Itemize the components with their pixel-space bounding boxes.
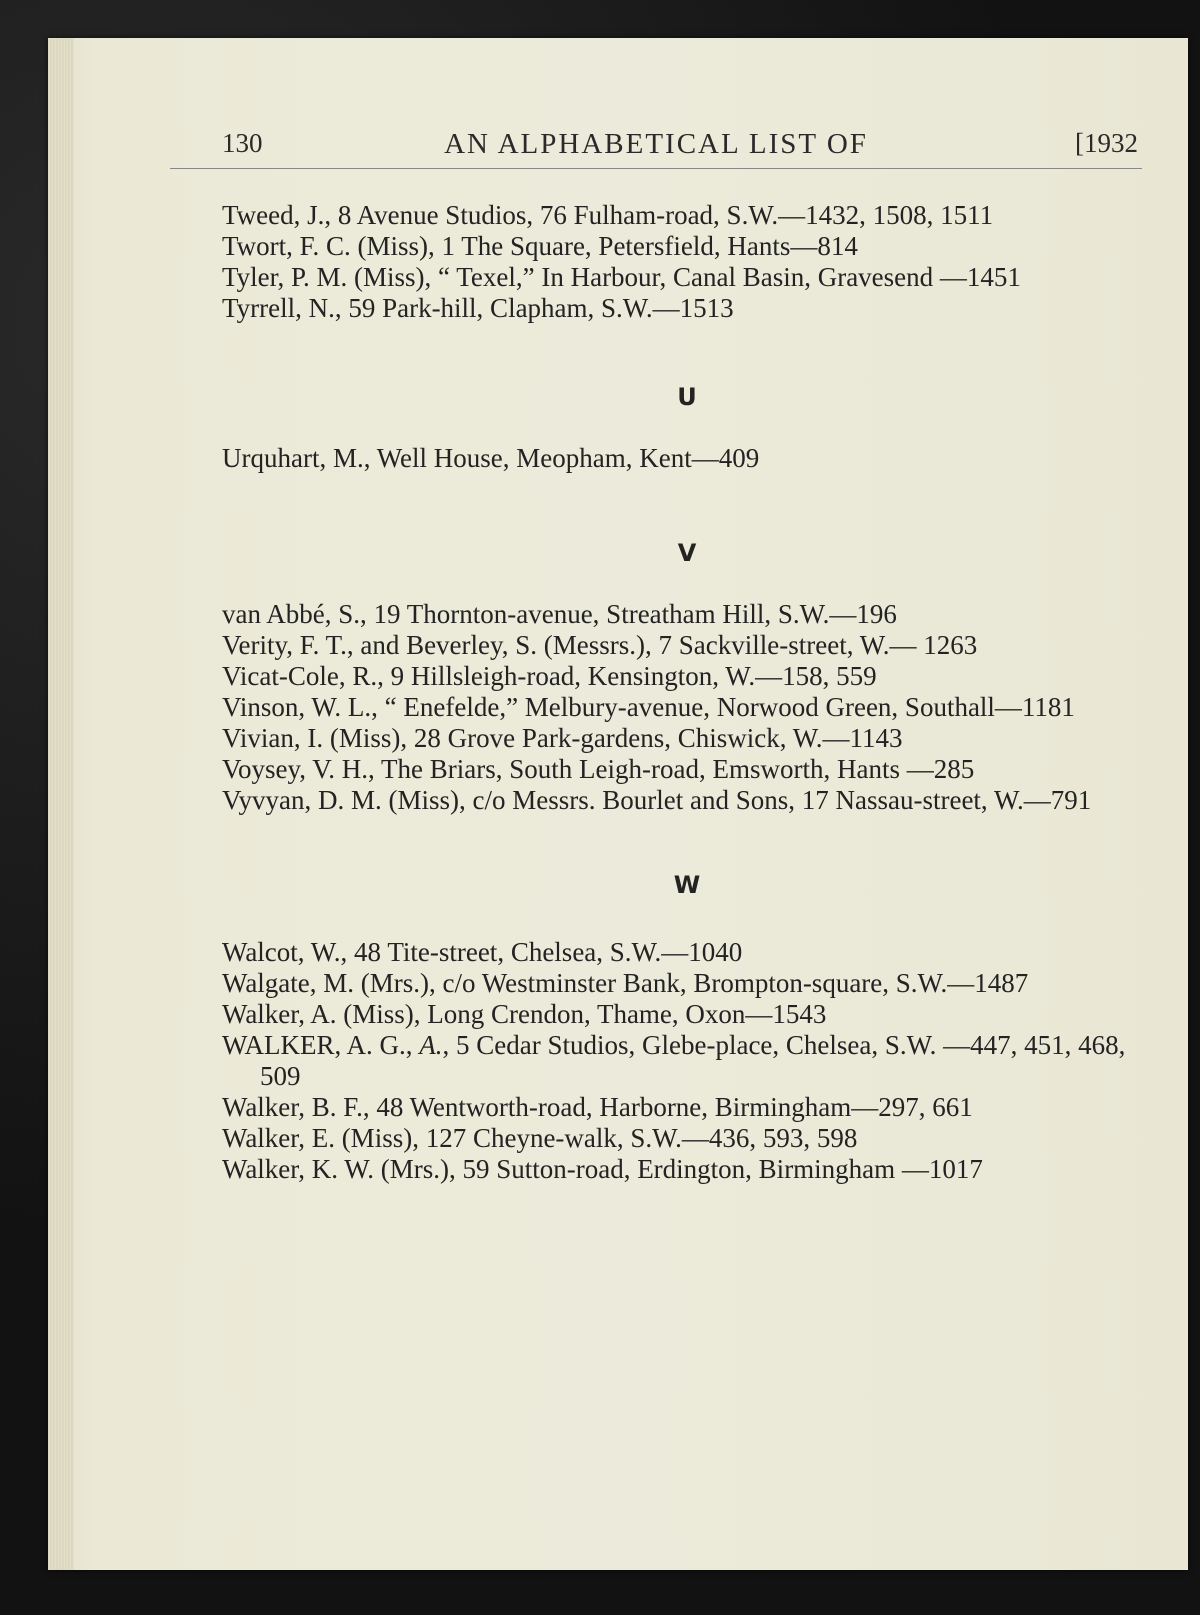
list-entry: Vivian, I. (Miss), 28 Grove Park-gardens, Chiswick, W.—1143	[222, 723, 903, 753]
page-number: 130	[222, 128, 263, 158]
list-entry: Voysey, V. H., The Briars, South Leigh-road, Emsworth, Hants —285	[222, 754, 975, 784]
section-heading-v: V	[677, 539, 697, 567]
entry-honour: A.	[419, 1030, 443, 1060]
directory-list	[222, 200, 1162, 1185]
entry-details: , 5 Cedar Studios, Glebe-place, Chelsea, S.W. —447, 451, 468, 509	[260, 1030, 1126, 1091]
running-header	[170, 118, 1142, 169]
list-entry: Walker, B. F., 48 Wentworth-road, Harborne, Birmingham—297, 661	[222, 1092, 973, 1122]
list-entry: Verity, F. T., and Beverley, S. (Messrs.), 7 Sackville-street, W.— 1263	[222, 630, 978, 660]
list-entry: Vyvyan, D. M. (Miss), c/o Messrs. Bourlet and Sons, 17 Nassau-street, W.—791	[222, 785, 1092, 815]
list-entry: Walker, A. (Miss), Long Crendon, Thame, Oxon—1543	[222, 999, 827, 1029]
section-heading-w: W	[673, 871, 701, 899]
list-entry: Vinson, W. L., “ Enefelde,” Melbury-avenue, Norwood Green, Southall—1181	[222, 692, 1075, 722]
page-edge	[48, 38, 74, 1570]
running-title: AN ALPHABETICAL LIST OF	[444, 128, 868, 160]
list-entry: Tweed, J., 8 Avenue Studios, 76 Fulham-road, S.W.—1432, 1508, 1511	[222, 200, 994, 230]
list-entry-walker-ag	[222, 1030, 1162, 1092]
entry-name: WALKER, A. G.,	[222, 1030, 413, 1060]
list-entry: Twort, F. C. (Miss), 1 The Square, Petersfield, Hants—814	[222, 231, 858, 261]
year-label: [1932	[1075, 128, 1138, 158]
list-entry: Walker, K. W. (Mrs.), 59 Sutton-road, Erdington, Birmingham —1017	[222, 1154, 983, 1184]
list-entry: Walcot, W., 48 Tite-street, Chelsea, S.W.—1040	[222, 937, 743, 967]
list-entry: Tyrrell, N., 59 Park-hill, Clapham, S.W.—1513	[222, 293, 734, 323]
list-entry: Walker, E. (Miss), 127 Cheyne-walk, S.W.—436, 593, 598	[222, 1123, 858, 1153]
list-entry: Urquhart, M., Well House, Meopham, Kent—409	[222, 443, 760, 473]
list-entry: Vicat-Cole, R., 9 Hillsleigh-road, Kensington, W.—158, 559	[222, 661, 877, 691]
list-entry: van Abbé, S., 19 Thornton-avenue, Streatham Hill, S.W.—196	[222, 599, 897, 629]
list-entry: Walgate, M. (Mrs.), c/o Westminster Bank, Brompton-square, S.W.—1487	[222, 968, 1029, 998]
section-heading-u: U	[677, 383, 697, 411]
list-entry: Tyler, P. M. (Miss), “ Texel,” In Harbour, Canal Basin, Gravesend —1451	[222, 262, 1021, 292]
